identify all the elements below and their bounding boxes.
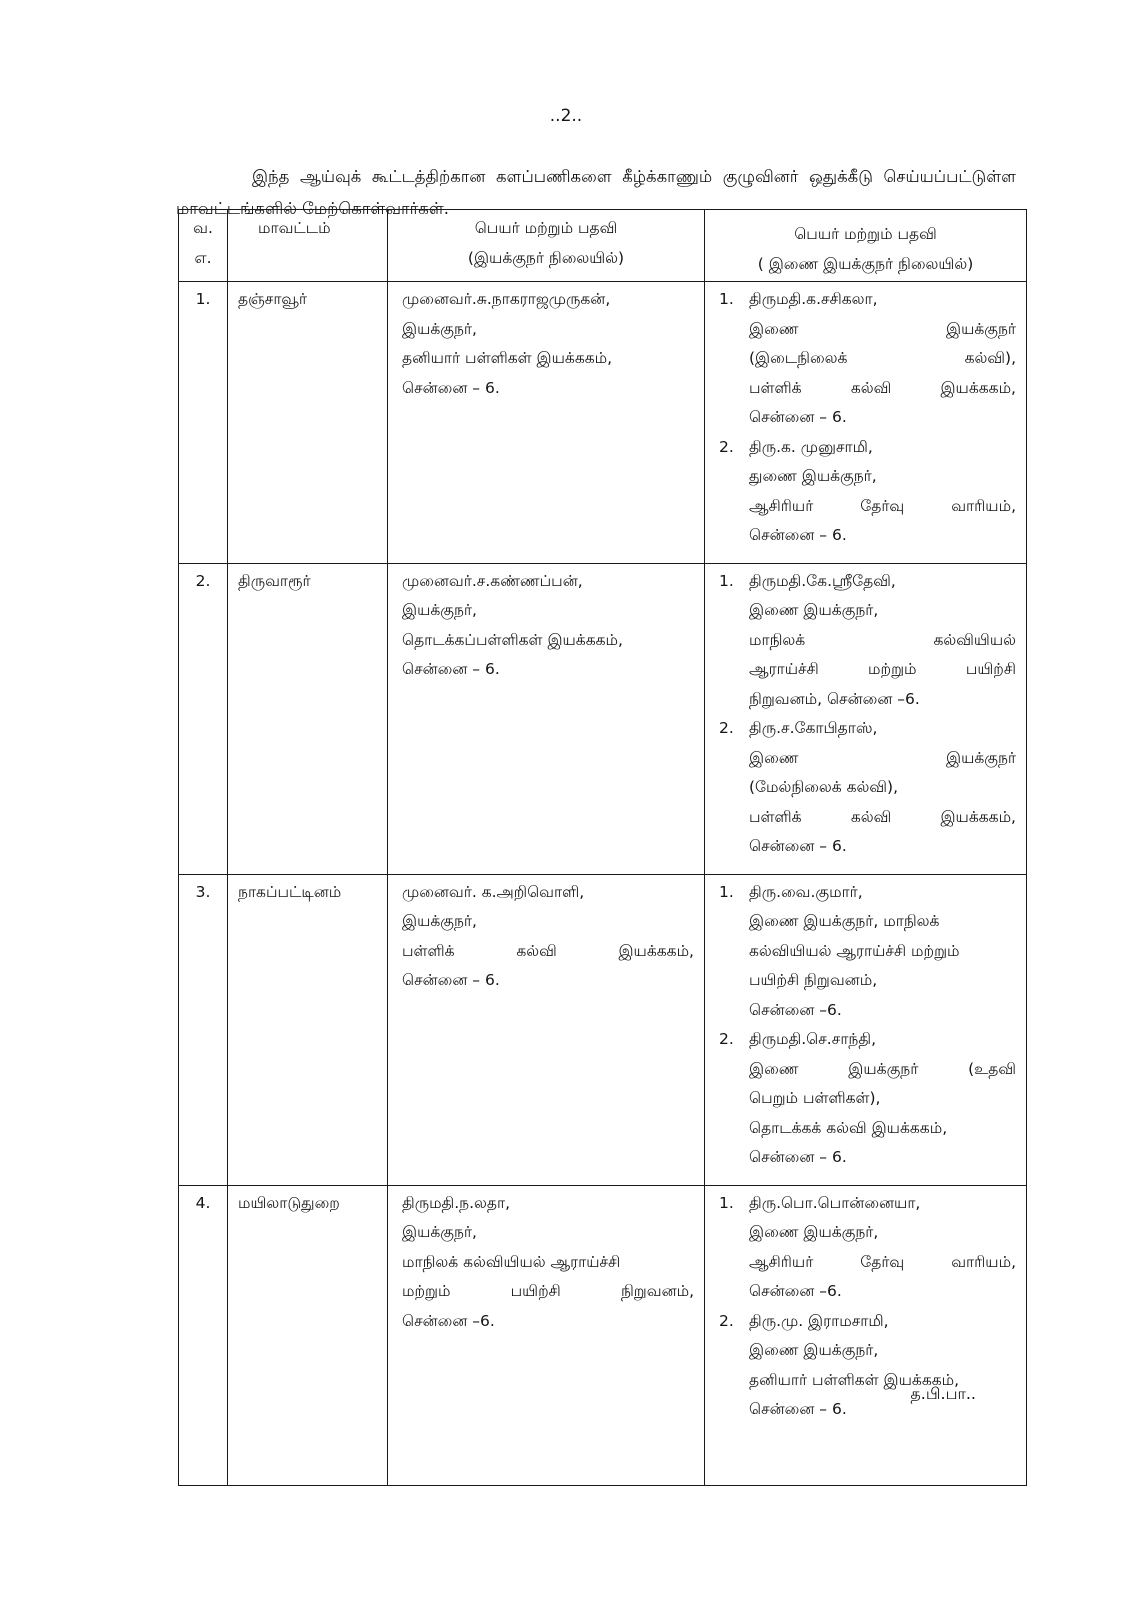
- director-detail-line: இயக்குநர்,: [402, 601, 477, 619]
- page-turn-note: த.பி.பா..: [910, 1384, 976, 1403]
- table-row: [179, 563, 1027, 874]
- joint-director-detail-line: சென்னை –6.: [749, 1282, 842, 1300]
- joint-director-detail-line: பெறும் பள்ளிகள்),: [749, 1089, 881, 1107]
- header-serial-line: எ.: [194, 248, 212, 267]
- joint-director-detail-line: (மேல்நிலைக் கல்வி),: [749, 778, 898, 796]
- serial-number-cell: 2.: [179, 563, 228, 874]
- page-number: ..2..: [549, 106, 583, 126]
- assignment-table-container: [178, 209, 1026, 1486]
- header-serial-line: வ.: [193, 219, 213, 237]
- serial-number-cell: 3.: [179, 874, 228, 1185]
- director-detail-line: பள்ளிக் கல்வி இயக்ககம்,: [402, 941, 694, 960]
- table-body: [179, 282, 1027, 1486]
- joint-director-detail-line: இணை இயக்குநர்: [749, 748, 1016, 767]
- joint-director-detail-line: பயிற்சி நிறுவனம்,: [749, 971, 878, 989]
- table-row: [179, 282, 1027, 564]
- assignment-table: [178, 209, 1027, 1486]
- joint-director-cell: [705, 563, 1027, 874]
- director-detail-line: மற்றும் பயிற்சி நிறுவனம்,: [402, 1282, 694, 1300]
- joint-director-detail-line: திரு.ச.கோபிதாஸ்,: [749, 719, 878, 737]
- header-district-label: மாவட்டம்: [258, 219, 331, 237]
- header-joint-line: பெயர் மற்றும் பதவி: [794, 225, 937, 243]
- joint-director-detail-line: திருமதி.க.சசிகலா,: [749, 290, 878, 308]
- table-row: [179, 874, 1027, 1185]
- joint-director-detail-line: சென்னை – 6.: [749, 837, 847, 855]
- director-detail-line: திருமதி.ந.லதா,: [402, 1193, 511, 1212]
- entry-number: 2.: [719, 1311, 734, 1330]
- director-detail-line: சென்னை – 6.: [402, 378, 500, 397]
- joint-director-detail-line: திரு.மு. இராமசாமி,: [749, 1311, 889, 1330]
- joint-director-detail-line: இணை இயக்குநர் (உதவி: [749, 1059, 1016, 1078]
- joint-director-cell: [705, 1185, 1027, 1485]
- joint-director-detail-line: ஆராய்ச்சி மற்றும் பயிற்சி: [749, 660, 1016, 678]
- joint-director-entry: [719, 433, 1016, 551]
- joint-director-detail-line: பள்ளிக் கல்வி இயக்ககம்,: [749, 378, 1016, 397]
- director-cell: [388, 874, 705, 1185]
- joint-director-detail-line: ஆசிரியர் தேர்வு வாரியம்,: [749, 1252, 1016, 1271]
- entry-number: 1.: [719, 1193, 734, 1212]
- header-director-line: (இயக்குநர் நிலையில்): [467, 248, 625, 267]
- entry-number: 2.: [719, 1030, 734, 1048]
- entry-number: 1.: [719, 290, 734, 308]
- joint-director-detail-line: திரு.பொ.பொன்னையா,: [749, 1193, 921, 1212]
- joint-director-entry: [719, 567, 1016, 715]
- district-cell: மயிலாடுதுறை: [228, 1185, 388, 1485]
- joint-director-detail-line: தனியார் பள்ளிகள் இயக்ககம்,: [749, 1370, 960, 1389]
- joint-director-detail-line: இணை இயக்குநர்,: [749, 1341, 879, 1359]
- header-serial-number: [179, 210, 228, 282]
- district-cell: தஞ்சாவூர்: [228, 282, 388, 564]
- joint-director-detail-line: பள்ளிக் கல்வி இயக்ககம்,: [749, 807, 1016, 826]
- joint-director-detail-line: நிறுவனம், சென்னை –6.: [749, 689, 920, 708]
- table-header-row: [179, 210, 1027, 282]
- director-cell: [388, 1185, 705, 1485]
- joint-director-cell: [705, 282, 1027, 564]
- district-cell: திருவாரூர்: [228, 563, 388, 874]
- district-cell: நாகப்பட்டினம்: [228, 874, 388, 1185]
- joint-director-detail-line: திரு.க. முனுசாமி,: [749, 437, 873, 456]
- joint-director-entry: [719, 878, 1016, 1026]
- serial-number-cell: 4.: [179, 1185, 228, 1485]
- joint-director-detail-line: திரு.வை.குமார்,: [749, 882, 863, 901]
- joint-director-detail-line: திருமதி.செ.சாந்தி,: [749, 1030, 876, 1048]
- joint-director-list: [719, 285, 1016, 551]
- serial-number-cell: 1.: [179, 282, 228, 564]
- joint-director-entry: [719, 285, 1016, 433]
- director-cell: [388, 563, 705, 874]
- joint-director-list: [719, 878, 1016, 1173]
- joint-director-entry: [719, 1307, 1016, 1425]
- joint-director-detail-line: சென்னை – 6.: [749, 1148, 847, 1166]
- entry-number: 1.: [719, 882, 734, 901]
- joint-director-detail-line: சென்னை – 6.: [749, 1400, 847, 1418]
- joint-director-detail-line: சென்னை – 6.: [749, 526, 847, 544]
- joint-director-detail-line: துணை இயக்குநர்,: [749, 467, 877, 485]
- director-detail-line: இயக்குநர்,: [402, 1223, 477, 1241]
- header-district: [228, 210, 388, 282]
- joint-director-entry: [719, 1189, 1016, 1307]
- entry-number: 2.: [719, 437, 734, 456]
- joint-director-detail-line: திருமதி.கே.ஸ்ரீதேவி,: [749, 571, 896, 590]
- header-director-line: பெயர் மற்றும் பதவி: [474, 219, 618, 237]
- joint-director-detail-line: இணை இயக்குநர்,: [749, 1223, 879, 1241]
- entry-number: 1.: [719, 571, 734, 590]
- director-detail-line: சென்னை – 6.: [402, 660, 500, 678]
- joint-director-entry: [719, 1025, 1016, 1173]
- joint-director-detail-line: இணை இயக்குநர்,: [749, 601, 879, 619]
- joint-director-detail-line: இணை இயக்குநர், மாநிலக்: [749, 912, 940, 930]
- director-detail-line: இயக்குநர்,: [402, 912, 477, 930]
- joint-director-detail-line: தொடக்கக் கல்வி இயக்ககம்,: [749, 1118, 948, 1137]
- joint-director-detail-line: மாநிலக் கல்வியியல்: [749, 630, 1016, 649]
- joint-director-detail-line: கல்வியியல் ஆராய்ச்சி மற்றும்: [749, 941, 960, 960]
- joint-director-detail-line: இணை இயக்குநர்: [749, 319, 1016, 338]
- joint-director-detail-line: சென்னை –6.: [749, 1000, 842, 1019]
- director-detail-line: இயக்குநர்,: [402, 319, 477, 338]
- director-detail-line: தனியார் பள்ளிகள் இயக்ககம்,: [402, 349, 613, 367]
- director-detail-line: மாநிலக் கல்வியியல் ஆராய்ச்சி: [402, 1252, 621, 1271]
- joint-director-entry: [719, 714, 1016, 862]
- director-detail-line: முனைவர். க.அறிவொளி,: [402, 882, 585, 901]
- joint-director-cell: [705, 874, 1027, 1185]
- director-detail-line: முனைவர்.சு.நாகராஜமுருகன்,: [402, 290, 611, 308]
- joint-director-detail-line: (இடைநிலைக் கல்வி),: [749, 349, 1016, 367]
- entry-number: 2.: [719, 719, 734, 737]
- joint-director-list: [719, 567, 1016, 862]
- director-detail-line: முனைவர்.ச.கண்ணப்பன்,: [402, 571, 583, 590]
- header-joint-director: [705, 210, 1027, 282]
- director-cell: [388, 282, 705, 564]
- director-detail-line: தொடக்கப்பள்ளிகள் இயக்ககம்,: [402, 630, 623, 649]
- director-detail-line: சென்னை – 6.: [402, 971, 500, 989]
- header-director: [388, 210, 705, 282]
- director-detail-line: சென்னை –6.: [402, 1311, 495, 1330]
- joint-director-detail-line: சென்னை – 6.: [749, 408, 847, 426]
- joint-director-detail-line: ஆசிரியர் தேர்வு வாரியம்,: [749, 496, 1016, 515]
- header-joint-line: ( இணை இயக்குநர் நிலையில்): [757, 254, 974, 273]
- table-row: [179, 1185, 1027, 1485]
- intro-paragraph: இந்த ஆய்வுக் கூட்டத்திற்கான களப்பணிகளை கீழ்க்காணும் குழுவினர் ஒதுக்கீடு செய்யப்பட்டுள்ள மாவட்டங்களில் மேற்கொள்வார்கள்.: [176, 166, 1016, 218]
